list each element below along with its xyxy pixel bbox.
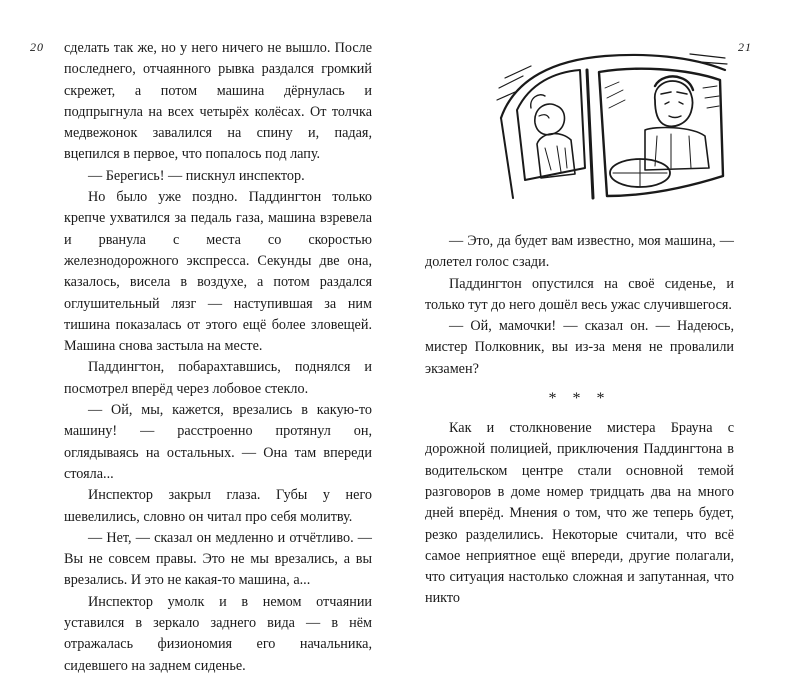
paragraph: — Это, да будет вам известно, моя машина, — долетел голос сзади. (425, 233, 734, 271)
paragraph: Но было уже поздно. Паддингтон только крепче ухватился за педаль газа, машина взревела и рванула с места со скоростью железнодорожного экспресса. Секунды две она, казалось, висела в воздухе, а потом раздался оглушительный лязг — наступившая за ним тишина показалась от этого ещё более зловещей. Машина снова застыла на месте. (64, 189, 372, 355)
right-page (400, 0, 800, 607)
page-number-left: 20 (30, 40, 44, 54)
paragraph: — Ой, мамочки! — сказал он. — Надеюсь, мистер Полковник, вы из-за меня не провалили экзамен? (425, 318, 734, 377)
paragraph: — Берегись! — пискнул инспектор. (88, 167, 305, 184)
left-page (0, 0, 400, 674)
left-page-text (64, 38, 372, 677)
paragraph: Как и столкновение мистера Брауна с дорожной полицией, приключения Паддингтона в водительском центре стали основной темой разговоров в доме номер тридцать два на много дней вперёд. Мнения о том, что же теперь будет, резко разделились. Некоторые считали, что всё самое неприятное ещё впереди, другие полагали, что ситуация настолько сложная и запутанная, что никто (425, 420, 734, 607)
paragraph: — Ой, мы, кажется, врезались в какую-то машину! — расстроенно протянул он, оглядываясь на остальных. — Она там впереди стояла... (64, 402, 372, 482)
paragraph: Инспектор закрыл глаза. Губы у него шевелились, словно он читал про себя молитву. (64, 487, 372, 525)
paragraph: Паддингтон, побарахтавшись, поднялся и посмотрел вперёд через лобовое стекло. (64, 359, 372, 397)
right-page-text (425, 231, 734, 610)
section-break: * * * (548, 390, 611, 408)
car-scene-illustration (495, 48, 731, 214)
paragraph: — Нет, — сказал он медленно и отчётливо. — Вы не совсем правы. Это не мы врезались, а вы врезались. И это не какая-то машина, а... (64, 529, 372, 589)
paragraph: Паддингтон опустился на своё сиденье, и только тут до него дошёл весь ужас случившегося. (425, 275, 734, 313)
paragraph: Инспектор умолк и в немом отчаянии уставился в зеркало заднего вида — в нём отражалась физиономия его начальника, сидевшего на заднем сиденье. (64, 593, 372, 674)
paragraph: сделать так же, но у него ничего не вышло. После последнего, отчаянного рывка раздался громкий скрежет, а потом машина дёрнулась и подпрыгнула на всех четырёх колёсах. От толчка медвежонок завалился на спину и, падая, вцепился в первое, что попалось под лапу. (64, 40, 372, 163)
page-number-right: 21 (738, 40, 752, 54)
